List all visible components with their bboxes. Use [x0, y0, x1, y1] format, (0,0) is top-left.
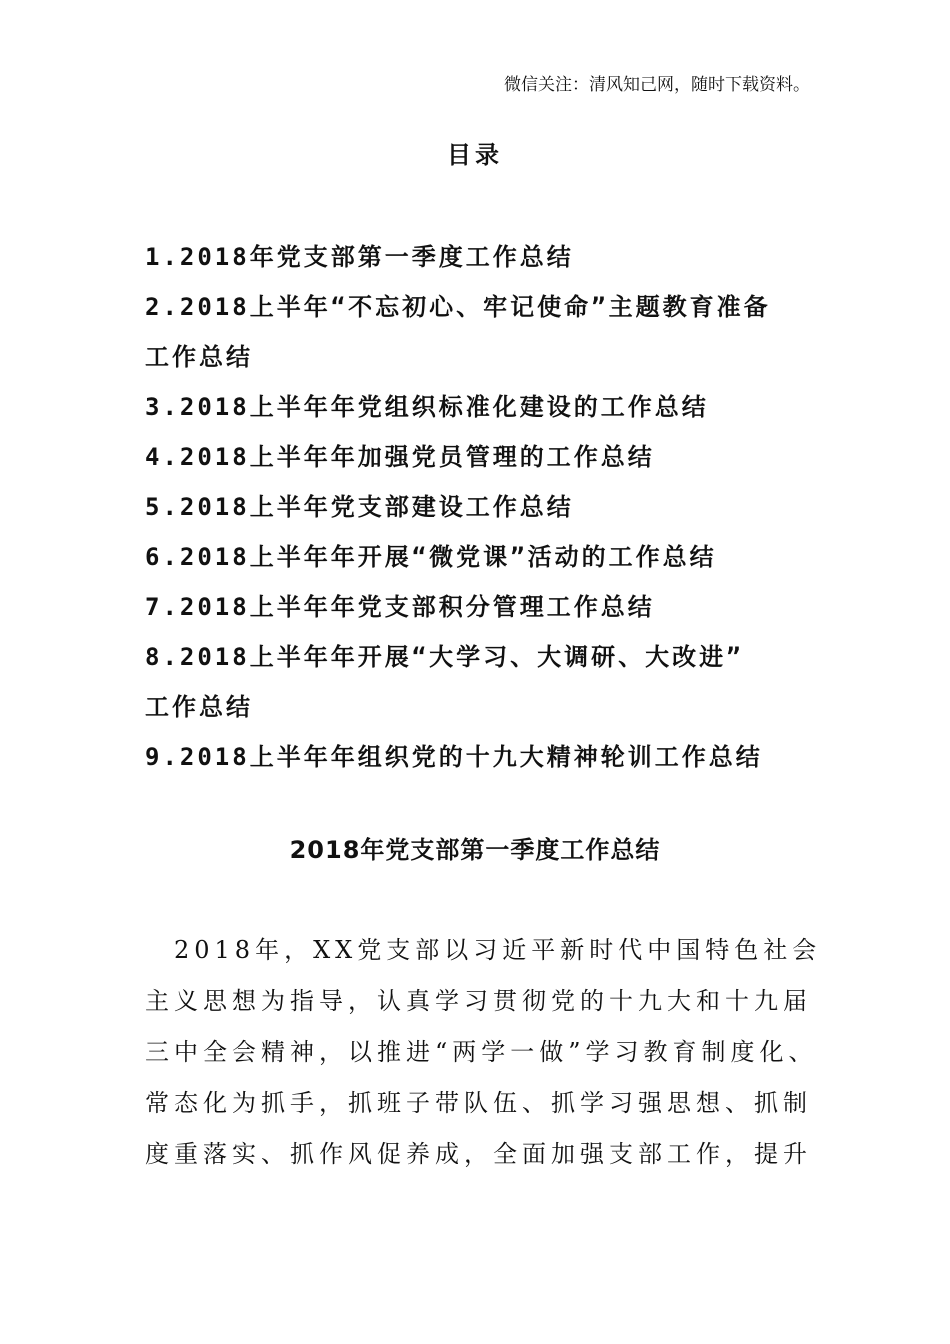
- toc-item-text-continued: 工作总结: [145, 343, 253, 371]
- toc-item[interactable]: [145, 582, 825, 632]
- toc-item-text: 2.2018上半年“不忘初心、牢记使命”主题教育准备: [145, 293, 771, 321]
- toc-item-text: 5.2018上半年党支部建设工作总结: [145, 493, 574, 521]
- paragraph-line: 主义思想为指导，认真学习贯彻党的十九大和十九届: [145, 987, 812, 1015]
- paragraph-line: 常态化为抓手，抓班子带队伍、抓学习强思想、抓制: [145, 1089, 812, 1117]
- body-paragraph: [145, 925, 835, 1180]
- toc-item-text: 4.2018上半年年加强党员管理的工作总结: [145, 443, 655, 471]
- table-of-contents: [145, 232, 825, 782]
- toc-item-text-continued: 工作总结: [145, 693, 253, 721]
- header-note: 微信关注：清风知己网，随时下载资料。: [504, 75, 810, 95]
- toc-item-text: 6.2018上半年年开展“微党课”活动的工作总结: [145, 543, 717, 571]
- toc-title: 目录: [447, 141, 503, 169]
- toc-item[interactable]: [145, 532, 825, 582]
- toc-item[interactable]: [145, 282, 825, 382]
- paragraph-line: 度重落实、抓作风促养成，全面加强支部工作，提升: [145, 1140, 812, 1168]
- paragraph-line: 三中全会精神，以推进“两学一做”学习教育制度化、: [145, 1038, 818, 1066]
- toc-item[interactable]: [145, 232, 825, 282]
- toc-item[interactable]: [145, 382, 825, 432]
- toc-item-text: 1.2018年党支部第一季度工作总结: [145, 243, 574, 271]
- toc-item-text: 8.2018上半年年开展“大学习、大调研、大改进”: [145, 643, 744, 671]
- paragraph-line: 2018年，XX党支部以习近平新时代中国特色社会: [145, 936, 822, 964]
- toc-item-text: 3.2018上半年年党组织标准化建设的工作总结: [145, 393, 709, 421]
- toc-item[interactable]: [145, 732, 825, 782]
- toc-item[interactable]: [145, 432, 825, 482]
- section-title: 2018年党支部第一季度工作总结: [289, 836, 661, 864]
- toc-item[interactable]: [145, 482, 825, 532]
- toc-item-text: 7.2018上半年年党支部积分管理工作总结: [145, 593, 655, 621]
- toc-item-text: 9.2018上半年年组织党的十九大精神轮训工作总结: [145, 743, 763, 771]
- toc-item[interactable]: [145, 632, 825, 732]
